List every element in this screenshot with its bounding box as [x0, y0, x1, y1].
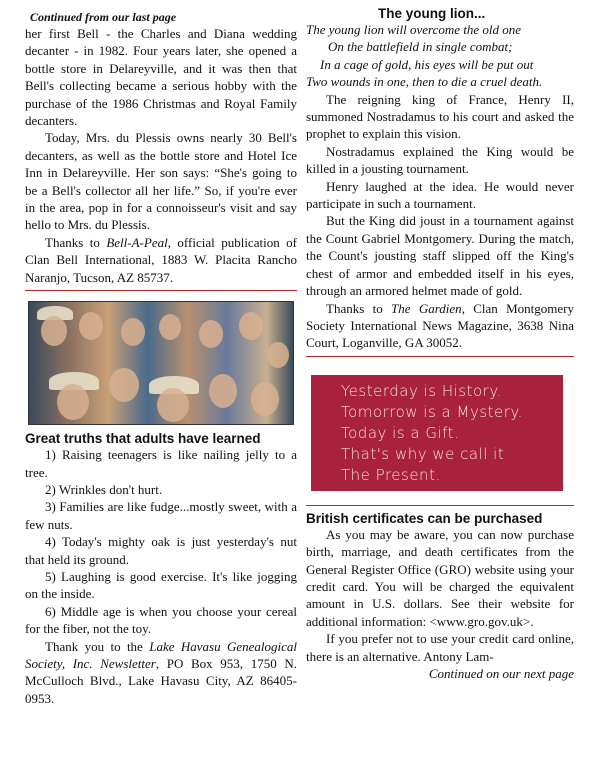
divider-rule: [306, 356, 574, 357]
poem-line: On the battlefield in single combat;: [328, 39, 513, 55]
poem-line: Two wounds in one, then to die a cruel death.: [306, 74, 543, 90]
quote-line: Yesterday is History.: [341, 381, 502, 400]
crowd-photo: [28, 301, 294, 425]
source-title: Bell-A-Peal: [106, 234, 168, 250]
truth-item: 5) Laughing is good exercise. It's like jogging on the inside.: [25, 568, 297, 602]
truth-item: 4) Today's mighty oak is just yesterday's nut that held its ground.: [25, 534, 297, 567]
british-heading: British certificates can be purchased: [306, 510, 543, 526]
bell-paragraph-1: her first Bell - the Charles and Diana wedding decanter - in 1982. Four years later, she opened a bottle store in Delareyville, and it was then that Bell's collecting became a serious hobby with the purchase of the 1986 Christmas and Royal Family decanters.: [25, 26, 297, 129]
quote-line: That's why we call it: [341, 444, 505, 463]
lion-paragraph: Nostradamus explained the King would be killed in a jousting tournament.: [306, 143, 574, 177]
bell-thanks: [25, 234, 297, 286]
poem-line: In a cage of gold, his eyes will be put out: [320, 56, 534, 72]
truths-heading: Great truths that adults have learned: [25, 431, 261, 447]
quote-line: The Present.: [341, 465, 441, 484]
gardien-thanks: [306, 300, 574, 352]
quote-box: [311, 375, 563, 491]
left-column: [25, 0, 297, 707]
bell-paragraph-2: Today, Mrs. du Plessis owns nearly 30 Bell's decanters, as well as the bottle store and Hotel Ice Inn in Delareyville. Her son says: “She's going to be a Bell's collector all her life.” So, if you're ever in the area, pop in for a connoisseur's visit and say hello to Mrs. du Plessis.: [25, 130, 297, 233]
thanks-suffix: , Clan Montgomery Society International News Magazine, 3638 Nina Court, Loganville, GA 30052.: [306, 300, 574, 351]
quote-line: Tomorrow is a Mystery.: [341, 402, 523, 421]
lion-paragraph: Henry laughed at the idea. He would never participate in such a tournament.: [306, 178, 574, 212]
thanks-prefix: Thanks to: [45, 234, 107, 250]
thanks-prefix: Thank you to the: [45, 638, 150, 654]
truth-item: 1) Raising teenagers is like nailing jelly to a tree.: [25, 447, 297, 480]
continued-next-label: Continued on our next page: [428, 665, 574, 681]
source-title: Lake Havasu Genealogical Society, Inc. Newsletter: [25, 638, 297, 671]
poem-line: The young lion will overcome the old one: [306, 22, 522, 37]
lion-paragraph: The reigning king of France, Henry II, summoned Nostradamus to his court and asked the prophet to explain this vision.: [306, 91, 574, 142]
divider-rule: [25, 290, 297, 291]
lion-heading: The young lion...: [378, 6, 486, 21]
right-column: [306, 0, 574, 682]
british-paragraph: If you prefer not to use your credit card online, there is an alternative. Antony Lam-: [306, 631, 574, 664]
havasu-thanks: [25, 638, 297, 708]
thanks-suffix: , official publication of Clan Bell International, 1883 W. Placita Rancho Naranjo, Tucson, AZ 85737.: [25, 234, 297, 285]
truth-item: 6) Middle age is when you choose your cereal for the fiber, not the toy.: [25, 603, 297, 637]
quote-line: Today is a Gift.: [341, 423, 460, 442]
continued-label: Continued from our last page: [30, 10, 177, 24]
divider-rule: [306, 505, 574, 506]
truth-item: 3) Families are like fudge...mostly sweet, with a few nuts.: [25, 499, 297, 532]
truth-item: 2) Wrinkles don't hurt.: [45, 481, 163, 497]
british-paragraph: As you may be aware, you can now purchase birth, marriage, and death certificates from the General Register Office (GRO) website using your credit card. You will be charged the equivalent amount in U.S. dollars. See their website for additional information: <www.gro.gov.uk>.: [306, 526, 574, 629]
thanks-suffix: , PO Box 953, 1750 N. McCulloch Blvd., Lake Havasu City, AZ 86405-0953.: [25, 655, 297, 706]
lion-paragraph: But the King did joust in a tournament against the Count Gabriel Montgomery. During the match, the Count's jousting staff slipped off the King's chest of armor and embedded itself in his eyes, through an armored helmet made of gold.: [306, 213, 574, 299]
source-title: The Gardien: [391, 300, 462, 316]
thanks-prefix: Thanks to: [326, 300, 392, 316]
